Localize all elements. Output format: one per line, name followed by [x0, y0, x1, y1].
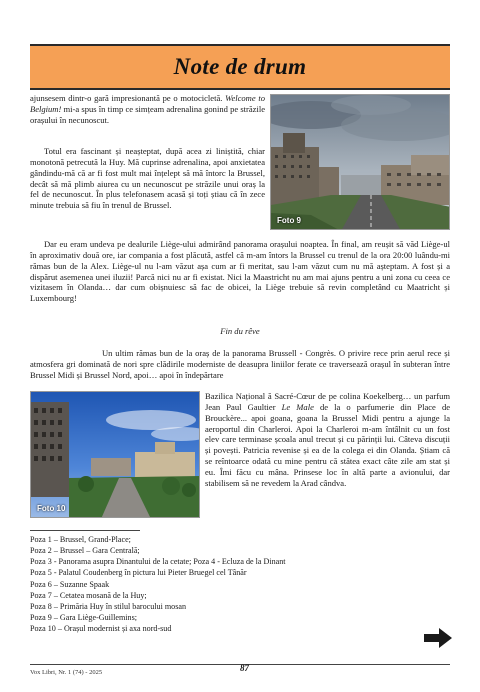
reference-item: Poza 6 – Suzanne Spaak [30, 579, 110, 589]
article-paragraph-4-continued: Bazilica Național ă Sacré-Cœur de pe colina Koekelberg… un parfum Jean Paul Gaultier Le Male de la o parfumerie din Place de Brouckère... apoi goana, goana la Brussel Midi pentru a ajunge la aeroportul din Charleroi. Apoi la Charleroi m-am întâlnit cu un fost elev care terminase școala anul trecut și cu părinții lui. Câteva discuții și povești. Patricia revenise și ea de la colega ei din Olanda. Știam că se reîntoarce odată cu mine pentru că stătea exact câte zile am stat și eu. Îmi făcu cu mâna. Prinsese loc în altă parte a avionului, dar stabilisem să ne revedem la Arad cândva. [205, 391, 451, 488]
article-paragraph-2: Totul era fascinant și neașteptat, după acea zi liniștită, chiar monotonă petrecută la Huy. Mă cuprinse adrenalina, apoi anxietatea gândindu-mă că ar fi fost mult mai înțelept să mă întorc la Brussel, decât să mă plimb aiurea cu un necunoscut pe străzile unui oraș la fel de necunoscut. În plus telefonasem acasă și toți știau că în zece minute trebuia să fiu în trenul de Brussel. [30, 146, 265, 211]
page-number: 87 [240, 663, 249, 673]
reference-item: Poza 7 – Cetatea mosană de la Huy; [30, 590, 147, 600]
article-paragraph-3: Dar eu eram undeva pe dealurile Liège-ului admirând panorama orașului noaptea. În final, am reușit să văd Liège-ul în aproximativ două ore, iar compania a fost plăcută, astfel că m-am întors la Brussel cu trenul de la ora 20:00 luându-mi rămas bun de la Alex. Liège-ul nu l-am văzut așa cum ar fi meritat, sau l-am văzut cum nu mă așteptam. A fost și a dispărut asemenea unei iluzii! Parcă nici nu ar fi existat. Nici la Maastricht nu am mai ajuns pentru a uni zona cu ceea ce vizitasem în Olanda… dar cum obișnuiesc să fac de obicei, la Liège trebuie să revin completând cu Maatricht și Luxembourg! [30, 239, 450, 304]
reference-item: Poza 5 - Palatul Coudenberg în pictura lui Pieter Bruegel cel Tânăr [30, 568, 247, 578]
arrow-right-icon[interactable] [424, 628, 452, 648]
photo-modernist-city [30, 391, 200, 518]
references-divider [30, 530, 140, 531]
reference-item: Poza 2 – Brussel – Gara Centrală; [30, 546, 140, 556]
photo-references [30, 534, 420, 634]
article-paragraph-1: ajunsesem dintr-o gară impresionantă pe o motocicletă. Welcome to Belgium! mi-a spus în timp ce simțeam adrenalina gonind pe străzile orașului în necunoscut. [30, 93, 265, 125]
article-paragraph-4: Un ultim rămas bun de la oraș de la panorama Brussell - Congrès. O privire rece prin aerul rece și atmosfera gri dominată de nori spre clădirile moderniste de deasupra liniilor ferate ce traversează orașul în subteran între Brussel Midi și Brussel Nord, apoi… apoi în îndepărtare [30, 348, 450, 380]
reference-item: Poza 1 – Brussel, Grand-Place; [30, 535, 131, 544]
journal-name: Vox Libri, Nr. 1 (74) - 2025 [30, 669, 103, 676]
photo-10-label: Foto 10 [37, 504, 66, 513]
header-banner [30, 44, 450, 90]
section-subtitle: Fin du rêve [220, 326, 260, 336]
page-title: Note de drum [173, 54, 307, 79]
reference-item: Poza 3 - Panorama asupra Dinantului de la cetate; Poza 4 - Ecluza de la Dinant [30, 557, 286, 567]
reference-item: Poza 8 – Primăria Huy în stilul barocului mosan [30, 601, 187, 611]
photo-liege-guillemins [270, 94, 450, 230]
photo-10-image [31, 392, 200, 518]
reference-item: Poza 10 – Orașul modernist și axa nord-sud [30, 624, 172, 634]
photo-9-image [271, 95, 450, 230]
reference-item: Poza 9 – Gara Liège-Guillemins; [30, 613, 137, 623]
photo-9-label: Foto 9 [277, 216, 301, 225]
